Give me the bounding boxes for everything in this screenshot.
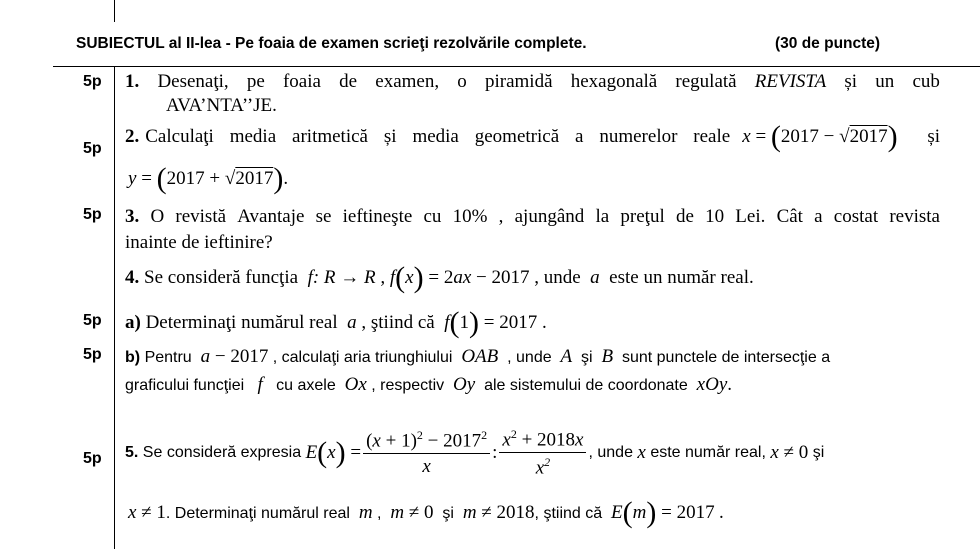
q4b-text2: , calculaţi aria triunghiului <box>272 349 453 366</box>
q3-word: 10% <box>452 206 488 227</box>
q4b-line1: b) Pentru a − 2017 , calculaţi aria triunghiului OAB , unde A şi B sunt punctele de intersecţie a <box>125 346 831 367</box>
q5-fraction-1-denominator: x <box>422 456 431 478</box>
q2-number: 2. <box>125 126 140 147</box>
q4b-f: f <box>257 374 263 395</box>
q5-expression-lhs: E(x) = <box>305 436 362 470</box>
q2-word: media <box>412 126 459 147</box>
q2-end: . <box>283 168 289 189</box>
q4a-f: f <box>444 312 450 333</box>
q3-word: revista <box>889 206 940 227</box>
q3-word: se <box>315 206 332 227</box>
q1-number: 1. <box>125 71 140 92</box>
q2-y-number: 2017 <box>166 168 205 189</box>
q2-word: media <box>229 126 277 147</box>
q4b-xoy: xOy <box>696 374 728 395</box>
q4-coef: 2 <box>443 267 454 288</box>
top-vertical-rule <box>114 0 115 22</box>
q3-word: cu <box>423 206 442 227</box>
q4-a: a <box>590 267 600 288</box>
q5-line2c: , ştiind că <box>534 505 603 522</box>
q4b-value: 2017 <box>230 346 269 367</box>
q4-a: a <box>453 267 463 288</box>
q3-line2: inainte de ieftinire? <box>125 232 273 253</box>
q4-suffix2: este un număr real. <box>609 267 754 288</box>
q4a-line <box>125 308 547 338</box>
q4-x: x <box>462 267 472 288</box>
q5-m: m <box>358 502 373 523</box>
q5-intro: Se consideră expresia <box>142 444 302 462</box>
q3-word: Lei. <box>735 206 766 227</box>
q5-E: E <box>305 442 318 464</box>
points-label-q1: 5p <box>83 73 102 90</box>
q5-const: 2017 <box>443 430 482 452</box>
q5-fraction-2 <box>499 427 586 480</box>
q2-line1 <box>125 122 940 152</box>
q5-exp: 2 <box>481 428 488 443</box>
q5-x: x <box>637 442 646 464</box>
q4b-line2a: graficului funcţiei <box>125 377 245 394</box>
q5-fraction-1 <box>363 428 490 478</box>
q3-word: Cât <box>776 206 803 227</box>
q5-line2b: şi <box>442 505 454 522</box>
q1-word: examen, <box>375 71 440 92</box>
q1-word: foaia <box>282 71 321 92</box>
q5-x: x <box>575 429 584 451</box>
q4b-line2d: ale sistemului de coordonate <box>484 377 688 394</box>
q4a-arg: 1 <box>459 312 470 333</box>
q4b-a: a <box>200 346 211 367</box>
q4b-point-a: A <box>560 346 573 367</box>
q4a-value: 2017 <box>499 312 538 333</box>
q1-word: și <box>844 71 858 92</box>
q5-fraction-2-numerator: $x^2 + 2018x$ <box>499 427 586 453</box>
q4a-condition: f(1) = 2017 <box>444 306 538 339</box>
q1-word: Desenaţi, <box>157 71 229 92</box>
q4b-point-b: B <box>601 346 614 367</box>
q5-one: 1 <box>401 430 411 452</box>
q4-domain: : R → R , <box>312 267 386 288</box>
q3-word: revistă <box>175 206 227 227</box>
q3-word: preţul <box>620 206 665 227</box>
q2-x-number: 2017 <box>780 126 819 147</box>
q1-pyramid-name: REVISTA <box>754 71 827 92</box>
q5-line1-end2: este număr real, <box>650 444 766 462</box>
q5-x: x <box>770 442 779 464</box>
q4b-oy: Oy <box>453 374 476 395</box>
q2-word: a <box>575 126 584 147</box>
q5-x: x <box>502 429 511 451</box>
q5-neq1: ≠ 1 <box>141 502 166 523</box>
q5-line1-end: , unde <box>588 444 633 462</box>
q5-coef: 2018 <box>537 429 576 451</box>
q4b-text3: , unde <box>507 349 552 366</box>
q3-word: 10 <box>705 206 725 227</box>
q5-line1 <box>125 427 824 480</box>
q5-line2a: . Determinaţi numărul real <box>165 505 350 522</box>
q3-word: a <box>814 206 823 227</box>
header-divider <box>53 66 980 67</box>
q4b-label: b) <box>125 349 141 366</box>
q2-word: geometrică <box>474 126 560 147</box>
q2-words <box>145 126 730 148</box>
q2-word: aritmetică <box>292 126 368 147</box>
q4-x: x <box>405 267 414 288</box>
q4a-text: Determinaţi numărul real <box>145 312 338 333</box>
q2-word: și <box>383 126 397 147</box>
q5-and: şi <box>812 444 825 462</box>
q3-word: Avantaje <box>237 206 305 227</box>
q4a-text2: , ştiind că <box>361 312 435 333</box>
q4b-text1: Pentru <box>144 349 192 366</box>
q2-y-sqrt: 2017 <box>235 168 274 189</box>
q5-value: 2017 <box>676 502 715 523</box>
q4a-label: a) <box>125 312 141 333</box>
q5-x: x <box>327 442 336 464</box>
q4b-line2c: , respectiv <box>371 377 445 394</box>
points-label-q3: 5p <box>83 206 102 223</box>
q1-word: hexagonală <box>570 71 658 92</box>
q5-E: E <box>611 502 623 523</box>
q4-intro <box>125 263 754 293</box>
q2-x-sqrt: 2017 <box>849 126 888 147</box>
q5-x: x <box>372 430 381 452</box>
q1-word: o <box>457 71 467 92</box>
q2-and: și <box>927 126 940 147</box>
points-label-q4b: 5p <box>83 346 102 363</box>
q3-word: , <box>498 206 504 227</box>
q5-colon: : <box>492 442 498 464</box>
q5-number: 5. <box>125 444 139 462</box>
q4b-oab: OAB <box>461 346 499 367</box>
q4-f: f <box>389 267 396 288</box>
q4-number: 4. <box>125 267 140 288</box>
q5-m: m <box>462 502 477 523</box>
q3-number: 3. <box>125 206 140 227</box>
q5-x: x <box>128 502 137 523</box>
q2-word: Calculaţi <box>145 126 214 147</box>
q4-suffix: , unde <box>534 267 581 288</box>
q4a-dot: . <box>541 312 547 333</box>
q4b-dot: . <box>727 374 733 395</box>
q5-m: m <box>390 502 405 523</box>
q5-line2: x ≠ 1. Determinaţi numărul real m , m ≠ 0 şi m ≠ 2018, ştiind că E(m) = 2017 . <box>128 496 724 529</box>
q4b-line2 <box>125 374 732 396</box>
q2-word: reale <box>693 126 731 147</box>
q3-word: costat <box>833 206 879 227</box>
q1-word: un <box>875 71 895 92</box>
q4b-and: şi <box>581 349 593 366</box>
points-label-q4a: 5p <box>83 312 102 329</box>
q5-exp: 2 <box>544 455 551 470</box>
q3-line1 <box>125 206 940 228</box>
q5-fraction-2-denominator <box>499 453 586 479</box>
subject-points: (30 de puncte) <box>775 35 881 52</box>
q5-neq0: ≠ 0 <box>408 502 434 523</box>
points-label-q2: 5p <box>83 140 102 157</box>
q4-f: f <box>307 267 313 288</box>
q3-word: O <box>150 206 165 227</box>
q2-x-var: x <box>742 126 751 147</box>
q3-word: de <box>675 206 694 227</box>
q5-m: m <box>632 502 647 523</box>
q5-x: x <box>535 457 545 479</box>
subject-title: SUBIECTUL al II-lea - Pe foaia de examen scrieţi rezolvările complete. <box>76 35 587 52</box>
q1-word: regulată <box>675 71 737 92</box>
q5-neq0: ≠ 0 <box>783 442 809 464</box>
q5-fraction-1-numerator: $(x + 1)^2 - 2017^2$ <box>363 428 490 454</box>
q2-y-var: y <box>128 168 137 189</box>
points-column-divider <box>114 66 115 549</box>
q2-word: numerelor <box>599 126 678 147</box>
q4a-a: a <box>347 312 357 333</box>
q2-y-definition: y = (2017 + √2017). <box>128 162 289 195</box>
q4b-ox: Ox <box>344 374 367 395</box>
q5-dot: . <box>719 502 724 523</box>
points-label-q5: 5p <box>83 450 102 467</box>
q1-line1 <box>125 71 940 93</box>
q4-function-def: f(x) = 2ax − 2017 <box>389 261 530 294</box>
q4-const: 2017 <box>491 267 530 288</box>
q5-exp: 2 <box>510 427 517 441</box>
q5-neq2018: ≠ 2018 <box>481 502 535 523</box>
q1-cube-name: AVA’NTA’’JE. <box>166 95 277 116</box>
q3-word: la <box>595 206 610 227</box>
q5-exp: 2 <box>416 428 423 443</box>
q4b-line2b: cu axele <box>276 377 336 394</box>
q4b-text4: sunt punctele de intersecţie a <box>621 349 831 366</box>
q2-x-definition: x = (2017 − √2017) <box>742 120 898 153</box>
q3-word: ajungând <box>514 206 585 227</box>
q1-word: de <box>339 71 358 92</box>
q1-word: cub <box>912 71 940 92</box>
q4-intro-text: Se consideră funcţia <box>144 267 299 288</box>
q3-word: ieftineşte <box>342 206 413 227</box>
q1-word: pe <box>246 71 265 92</box>
q1-word: piramidă <box>484 71 553 92</box>
